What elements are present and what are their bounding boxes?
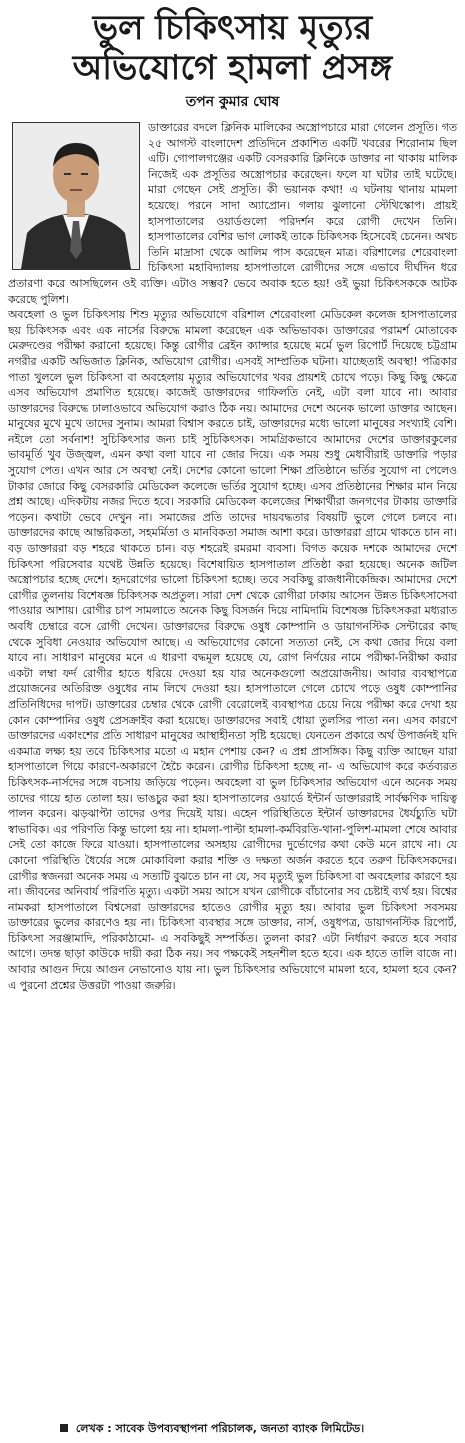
author-note-label: লেখক : xyxy=(75,1422,112,1435)
paragraph-1: ডাক্তারের বদলে ক্লিনিক মালিকের অস্ত্রোপচারে মারা গেলেন প্রসূতি। গত ২৫ আগস্ট বাংলাদেশ প্রতিদিনে প্রকাশিত একটি খবরের শিরোনাম ছিল এটি। গোপালগঞ্জের একটি বেসরকারি ক্লিনিকে ডাক্তার না থাকায় মালিক নিজেই এক প্রসূতির অস্ত্রোপচার করেছেন। ফলে যা ঘটার তাই ঘটেছে। মারা গেছেন সেই প্রসূতি। কী ভয়ানক কথা! এ ঘটনায় থানায় মামলা হয়েছে। পরনে সাদা অ্যাপ্রোন। গলায় ঝুলানো স্টেথিস্কোপ। প্রায়ই হাসপাতালের ওয়ার্ডগুলো পরিদর্শন করে রোগী দেখেন তিনি। হাসপাতালের বেশির ভাগ লোকই তাকে চিকিৎসক হিসেবেই চেনেন। অথচ তিনি মাদ্রাসা থেকে আলিম পাস করেছেন মাত্র। বরিশালের শেরেবাংলা চিকিৎসা মহাবিদ্যালয় হাসপাতালে রোগীদের সঙ্গে এভাবে দীর্ঘদিন ধরে প্রতারণা করে আসছিলেন ওই ব্যক্তি। এটাও সম্ভব? ভেবে অবাক হতে হয়! ওই ভুয়া চিকিৎসককে আটক করেছে পুলিশ। xyxy=(8,121,457,306)
author-note xyxy=(60,1420,457,1439)
paragraph-2: অবহেলা ও ভুল চিকিৎসায় শিশু মৃত্যুর অভিযোগে বরিশাল শেরেবাংলা মেডিকেল কলেজ হাসপাতালের ছয় চিকিৎসক এবং এক নার্সের বিরুদ্ধে মামলা করেছেন এক অভিভাবক। ডাক্তারের পরামর্শ মোতাবেক মেরুদণ্ডের পরীক্ষা করানো হয়েছে। কিন্তু রোগীর ব্রেইন ক্যান্সার হয়েছে মর্মে ভুল রিপোর্ট দিয়েছে চট্টগ্রাম নগরীর একটি অভিজাত ক্লিনিক, অভিযোগ রোগীর। এসবই সাম্প্রতিক ঘটনা। যাচ্ছেতাই অবস্থা! পত্রিকার পাতা খুললে ভুল চিকিৎসা বা অবহেলায় মৃত্যুর অভিযোগের খবর প্রায়শই চোখে পড়ে। কিছু কিছু ক্ষেত্রে এসব অভিযোগ প্রমাণিত হয়েছে। কাজেই ডাক্তারদের গাফিলতি নেই, এটা বলা যাবে না। আবার ডাক্তারদের বিরুদ্ধে ঢালাওভাবে অভিযোগ করাও ঠিক নয়। আমাদের দেশে অনেক ভালো ডাক্তার আছেন। মানুষের মুখে মুখে তাদের সুনাম। আমরা বিশ্বাস করতে চাই, ডাক্তারদের মধ্যে ভালো মানুষের সংখ্যাই বেশি। নইলে তো সর্বনাশ! সুচিকিৎসার জন্য চাই সুচিকিৎসক। সামগ্রিকভাবে আমাদের দেশের ডাক্তারকুলের ভাবমূর্তি খুব উজ্জ্বল, এমন কথা বলা যাবে না জোর দিয়ে। এক সময় শুধু মেধাবীরাই ডাক্তারি পড়ার সুযোগ পেত। এখন আর সে অবস্থা নেই। দেশের কোনো ভালো শিক্ষা প্রতিষ্ঠানে ভর্তির সুযোগ না পেলেও টাকার জোরে কিছু বেসরকারি মেডিকেল কলেজে ভর্তির সুযোগ হচ্ছে। এসব প্রতিষ্ঠানের শিক্ষার মান নিয়ে প্রশ্ন আছে। এদিকটায় নজর দিতে হবে। সরকারি মেডিকেল কলেজের শিক্ষার্থীরা জনগণের টাকায় ডাক্তারি পড়েন। কথাটা ভেবে দেখুন না। সমাজের প্রতি তাদের দায়বদ্ধতার বিষয়টি ভুলে গেলে চলবে না। ডাক্তারদের কাছে আন্তরিকতা, সহমর্মিতা ও মানবিকতা সমাজ আশা করে। ডাক্তাররা গ্রামে থাকতে চান না। বড় ডাক্তাররা বড় শহরে থাকতে চান। বড় শহরেই রমরমা ব্যবসা। বিগত কয়েক দশকে আমাদের দেশে চিকিৎসা পরিসেবার যথেষ্ট উন্নতি হয়েছে। বিশেষায়িত হাসপাতাল প্রতিষ্ঠা করা হয়েছে। অনেক জটিল অস্ত্রোপচার হচ্ছে দেশে। হৃদরোগের ভালো চিকিৎসা হচ্ছে। তবে সবকিছু রাজধানীকেন্দ্রিক। আমাদের দেশে রোগীর তুলনায় বিশেষজ্ঞ চিকিৎসক অপ্রতুল। সারা দেশ থেকে রোগীরা ঢাকায় আসেন উন্নত চিকিৎসাসেবা পাওয়ার আশায়। রোগীর চাপ সামলাতে অনেক কিছু বিসর্জন দিয়ে নামিদামি বিশেষজ্ঞ চিকিৎসকরা মধ্যরাত অবধি চেম্বারে বসে রোগী দেখেন। ডাক্তারদের বিরুদ্ধে ওষুধ কোম্পানি ও ডায়াগনস্টিক সেন্টারের কাছ থেকে সুবিধা নেওয়ার অভিযোগ আছে। এ অভিযোগের কোনো সত্যতা নেই, সে কথা জোর দিয়ে বলা যাবে না। সাধারণ মানুষের মনে এ ধারণা বদ্ধমূল হয়েছে যে, রোগ নির্ণয়ের নামে পরীক্ষা-নিরীক্ষা করার একটা লম্বা ফর্দ রোগীর হাতে ধরিয়ে দেওয়া হয় যার অনেকগুলো অপ্রয়োজনীয়। আবার ব্যবস্থাপত্রে প্রয়োজনের অতিরিক্ত ওষুধের নাম লিখে দেওয়া হয়। হাসপাতালে গেলে চোখে পড়ে ওষুধ কোম্পানির প্রতিনিধিদের দাপট। ডাক্তারের চেম্বার থেকে রোগী বেরোলেই ব্যবস্থাপত্র চেয়ে নিয়ে পরীক্ষা করে দেখা হয় কোন কোম্পানির ওষুধ প্রেসক্রাইব করা হয়েছে। ডাক্তারদের সবাই ধোয়া তুলসির পাতা নন। এসব কারণে ডাক্তারদের একাংশের প্রতি সাধারণ মানুষের আস্থাহীনতা সৃষ্টি হয়েছে। যেনতেন প্রকারে অর্থ উপার্জনই যদি একমাত্র লক্ষ্য হয় তবে চিকিৎসার মতো এ মহান পেশায় কেন? এ প্রশ্ন প্রাসঙ্গিক। কিছু ব্যক্তি আছেন যারা হাসপাতালে গিয়ে কারণে-অকারণে হৈচৈ করেন। রোগীর চিকিৎসা হচ্ছে না- এ অভিযোগ করে কর্তব্যরত চিকিৎসক-নার্সদের সঙ্গে বচসায় জড়িয়ে পড়েন। অবহেলা বা ভুল চিকিৎসার অভিযোগ এনে অনেক সময় তাদের গায়ে হাত তোলা হয়। ভাঙচুর করা হয়। হাসপাতালের ওয়ার্ডে ইন্টার্ন ডাক্তাররাই সার্বক্ষণিক দায়িত্ব পালন করেন। ঝড়ঝাপ্টা তাদের ওপর দিয়েই যায়। এহেন পরিস্থিতিতে ইন্টার্ন ডাক্তারদের ধৈর্যচ্যুতি ঘটা স্বাভাবিক। এর পরিণতি কিন্তু ভালো হয় না। হামলা-পাল্টা হামলা-কর্মবিরতি-থানা-পুলিশ-মামলা শেষে আবার সেই তো কাজে ফিরে যাওয়া। হাসপাতালের অসহায় রোগীদের দুর্ভোগের কথা কেউ মনে রাখে না। যে কোনো পরিস্থিতি ধৈর্যের সঙ্গে মোকাবিলা করার শক্তি ও দক্ষতা অর্জন করতে হবে তরুণ চিকিৎসকদের। রোগীর স্বজনরা অনেক সময় এ সত্যটি বুঝতে চান না যে, সব মৃত্যুই ভুল চিকিৎসা বা অবহেলার কারণে হয় না। জীবনের অনিবার্য পরিণতি মৃত্যু। একটা সময় আসে যখন রোগীকে বাঁচানোর সব চেষ্টাই ব্যর্থ হয়। বিশ্বের নামকরা হাসপাতালে বিশ্বসেরা ডাক্তারদের হাতেও রোগীর মৃত্যু হয়। আবার ভুল চিকিৎসা সবসময় ডাক্তারের ভুলের কারণেও হয় না। চিকিৎসা ব্যবস্থার সঙ্গে ডাক্তার, নার্স, ওষুধপত্র, ডায়াগনস্টিক রিপোর্ট, চিকিৎসা সরঞ্জামাদি, পরিকাঠামো- এ সবকিছুই সম্পর্কিত। তুলনা কার? এটা নির্ধারণ করতে হবে সবার আগে। তদন্ত ছাড়া কাউকে দায়ী করা ঠিক নয়। সব পক্ষকেই সহনশীল হতে হবে। এক হাতে তালি বাজে না। আবার আগুন দিয়ে আগুন নেভানোও যায় না। ভুল চিকিৎসার অভিযোগে মামলা হবে, হামলা হবে কেন? এ পুরনো প্রশ্নের উত্তরটা পাওয়া জরুরি। xyxy=(8,308,457,992)
article-body xyxy=(8,120,457,993)
author-photo xyxy=(12,122,140,270)
headline xyxy=(8,8,457,88)
author-portrait-icon xyxy=(13,123,139,269)
headline-line-1: ভুল চিকিৎসায় মৃত্যুর xyxy=(92,8,373,48)
square-bullet-icon xyxy=(60,1424,68,1432)
headline-line-2: অভিযোগে হামলা প্রসঙ্গ xyxy=(72,48,393,88)
author-note-text: সাবেক উপব্যবস্থাপনা পরিচালক, জনতা ব্যাংক লিমিটেড। xyxy=(115,1422,365,1435)
byline: তপন কুমার ঘোষ xyxy=(185,94,280,110)
